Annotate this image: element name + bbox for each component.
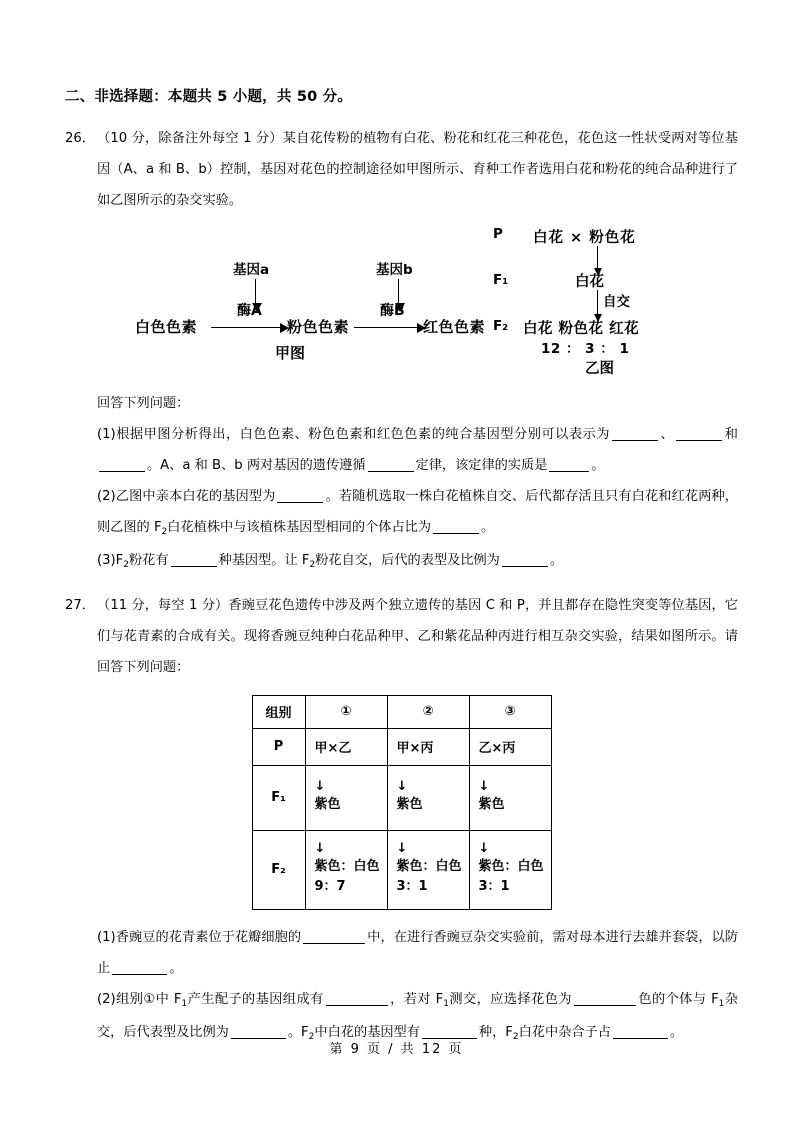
figure-yi-caption: 乙图 [585,360,614,377]
enzyme-a-label: 酶A [237,302,262,319]
cross-down-arrow-1-icon [597,246,598,269]
table-header-group-1: ① [305,695,387,728]
table-cell-f2-2-pheno: 紫色：白色 [396,859,462,875]
q27-2-blank-1[interactable] [326,990,388,1006]
table-header-group-2: ② [387,695,469,728]
table-row-p [252,728,551,765]
table-header-row [252,695,551,728]
q26-1-blank-5[interactable] [549,456,589,472]
question-26-figures [65,220,738,378]
table-cell-f1-3 [469,765,551,830]
pathway-arrow-1-icon [211,327,281,328]
question-26-sub-2 [97,481,738,545]
table-cell-f2-1-ratio: 9：7 [314,879,346,895]
q26-3-text-e: 。 [549,552,564,568]
figure-jia-caption: 甲图 [275,343,306,362]
f2-phenotype-row: 白花 粉色花 红花 [523,320,640,337]
q27-2-blank-5[interactable] [613,1023,668,1039]
cross-results-table [252,695,552,910]
table-cell-f2-3-pheno: 紫色：白色 [478,859,544,875]
table-cell-f2-2 [387,830,469,909]
pigment-pink-label: 粉色色素 [287,317,350,336]
q26-2-sub-f2: 2 [161,526,168,537]
table-rowlabel-f2: F₂ [252,830,305,909]
q27-2-text-a: (2)组别①中 F [97,991,182,1007]
table-cell-f2-1-pheno: 紫色：白色 [314,859,380,875]
q27-2-blank-3[interactable] [231,1023,286,1039]
q27-1-text-b: 中，在进行香豌豆杂交实验前，需对母本进行去雄并套袋，以防止 [97,929,738,976]
table-row-f1 [252,765,551,830]
page-footer: 第 9 页 / 共 12 页 [329,1042,464,1057]
down-arrow-icon: ↓ [478,841,490,857]
table-cell-p-2: 甲×丙 [387,728,469,765]
pigment-red-label: 红色色素 [423,317,486,336]
q26-1-text-c: 和 [724,426,738,442]
q26-1-blank-2[interactable] [676,425,722,441]
q27-2-text-g: 。F [287,1024,309,1040]
q27-2-text-j: 白花中杂合子占 [518,1024,611,1040]
down-arrow-icon: ↓ [314,841,326,857]
q27-1-text-c: 。 [169,960,183,976]
q26-3-sub-f2-2: 2 [309,559,316,570]
pigment-white-label: 白色色素 [135,317,198,336]
down-arrow-icon: ↓ [396,841,408,857]
q26-1-text-a: (1)根据甲图分析得出，白色色素、粉色色素和红色色素的纯合基因型分别可以表示为 [97,426,611,442]
q27-2-text-c: ，若对 F [389,991,444,1007]
question-27-sub-1 [97,922,738,984]
table-cell-f2-2-ratio: 3：1 [396,879,428,895]
table-cell-f2-3-ratio: 3：1 [478,879,510,895]
cross-down-arrow-2-icon [597,290,598,315]
question-26-subquestions [65,388,738,578]
table-cell-f1-1-value: 紫色 [314,797,341,813]
question-26 [65,123,738,578]
down-arrow-icon: ↓ [478,779,490,795]
table-cell-f2-3 [469,830,551,909]
q26-3-text-b: 粉花有 [129,552,169,568]
question-27-table-wrap [65,695,738,910]
question-26-number: 26． [65,130,95,146]
pathway-arrow-2-icon [354,327,418,328]
q26-1-blank-4[interactable] [368,456,414,472]
figure-jia-pathway [135,225,505,378]
table-cell-f2-1 [305,830,387,909]
question-27-number: 27． [65,597,95,613]
q26-1-text-f: 。 [591,457,605,473]
q27-2-text-i: 种，F [478,1024,513,1040]
selfing-label: 自交 [603,293,630,310]
q27-2-sub-f1-1: 1 [181,998,188,1009]
q27-1-blank-2[interactable] [112,959,167,975]
table-cell-f1-2 [387,765,469,830]
q26-1-blank-1[interactable] [612,425,658,441]
table-header-group-3: ③ [469,695,551,728]
q26-1-text-b: 、 [660,426,675,442]
q26-2-text-d: 。 [481,519,495,535]
table-cell-p-1: 甲×乙 [305,728,387,765]
f2-ratio-row: 12 ： 3 ： 1 [541,340,630,357]
f1-phenotype-row: 白花 [575,273,604,290]
q26-3-text-c: 种基因型。让 F [218,552,310,568]
q27-1-text-a: (1)香豌豆的花青素位于花瓣细胞的 [97,929,302,945]
q27-2-sub-f1-2: 1 [443,998,449,1009]
q26-3-blank-2[interactable] [502,551,548,567]
generation-f2-label: F₂ [493,317,509,334]
q27-2-sub-f2-2: 2 [512,1031,519,1042]
question-26-sub-3 [97,545,738,578]
figure-yi-cross [493,220,743,375]
question-26-stem-block [65,123,738,216]
generation-p-label: P [493,225,503,242]
question-27 [65,590,738,1050]
q27-2-text-b: 产生配子的基因组成有 [187,991,324,1007]
q26-1-text-d: 。A、a 和 B、b 两对基因的遗传遵循 [147,457,366,473]
question-26-sub-1 [97,419,738,481]
q27-1-blank-1[interactable] [303,928,365,944]
question-26-prompt: 回答下列问题： [97,395,190,411]
q27-2-text-h: 中白花的基因型有 [314,1024,420,1040]
table-rowlabel-f1: F₁ [252,765,305,830]
table-cell-f1-2-value: 紫色 [396,797,423,813]
question-26-stem: （10 分，除备注外每空 1 分）某自花传粉的植物有白花、粉花和红花三种花色，花色这一性状受两对等位基因（A、a 和 B、b）控制，基因对花色的控制途径如甲图所示、育种工作者选用白花和粉花的纯合品种进行了如乙图所示的杂交实验。 [97,130,738,208]
parent-cross-row: 白花 × 粉色花 [533,229,636,246]
down-arrow-icon: ↓ [396,779,408,795]
q27-2-text-d: 测交，应选择花色为 [448,991,572,1007]
q27-2-text-f: 杂交，后代表型及比例为 [97,991,739,1040]
q26-3-text-d: 粉花自交，后代的表型及比例为 [315,552,500,568]
table-rowlabel-p: P [252,728,305,765]
gene-b-label: 基因b [376,261,413,278]
q26-2-text-c: 白花植株中与该植株基因型相同的个体占比为 [167,519,432,535]
down-arrow-icon: ↓ [314,779,326,795]
table-row-f2 [252,830,551,909]
question-27-subquestions [65,922,738,1050]
generation-f1-label: F₁ [493,271,509,288]
section-heading: 二、非选择题：本题共 5 小题，共 50 分。 [65,89,353,105]
gene-a-label: 基因a [233,261,270,278]
question-27-stem: （11 分，每空 1 分）香豌豆花色遗传中涉及两个独立遗传的基因 C 和 P，并且都存在隐性突变等位基因，它们与花青素的合成有关。现将香豌豆纯种白花品种甲、乙和紫花品种丙进行相互杂交实验，结果如图所示。请回答下列问题： [97,597,738,675]
q26-2-text-a: (2)乙图中亲本白花的基因型为 [97,488,276,504]
q26-1-text-e: 定律，该定律的实质是 [415,457,548,473]
q26-3-blank-1[interactable] [171,551,217,567]
q26-1-blank-3[interactable] [99,456,145,472]
enzyme-b-label: 酶B [380,302,405,319]
q26-2-text-b: 。若随机选取一株白花植株自交、后代都存活且只有白花和红花两种，则乙图的 F [97,488,738,535]
q26-3-sub-f2-1: 2 [123,559,129,570]
q27-2-blank-4[interactable] [422,1023,477,1039]
q27-2-text-k: 。 [669,1024,684,1040]
question-27-stem-block [65,590,738,683]
q27-2-blank-2[interactable] [574,990,636,1006]
q26-3-text-a: (3)F [97,552,124,568]
q27-2-sub-f1-3: 1 [718,998,725,1009]
q27-2-sub-f2-1: 2 [308,1031,315,1042]
q26-2-blank-1[interactable] [277,487,323,503]
q27-2-text-e: 色的个体与 F [637,991,719,1007]
q26-2-blank-2[interactable] [433,518,479,534]
table-header-group: 组别 [252,695,305,728]
table-cell-p-3: 乙×丙 [469,728,551,765]
table-cell-f1-3-value: 紫色 [478,797,505,813]
table-cell-f1-1 [305,765,387,830]
